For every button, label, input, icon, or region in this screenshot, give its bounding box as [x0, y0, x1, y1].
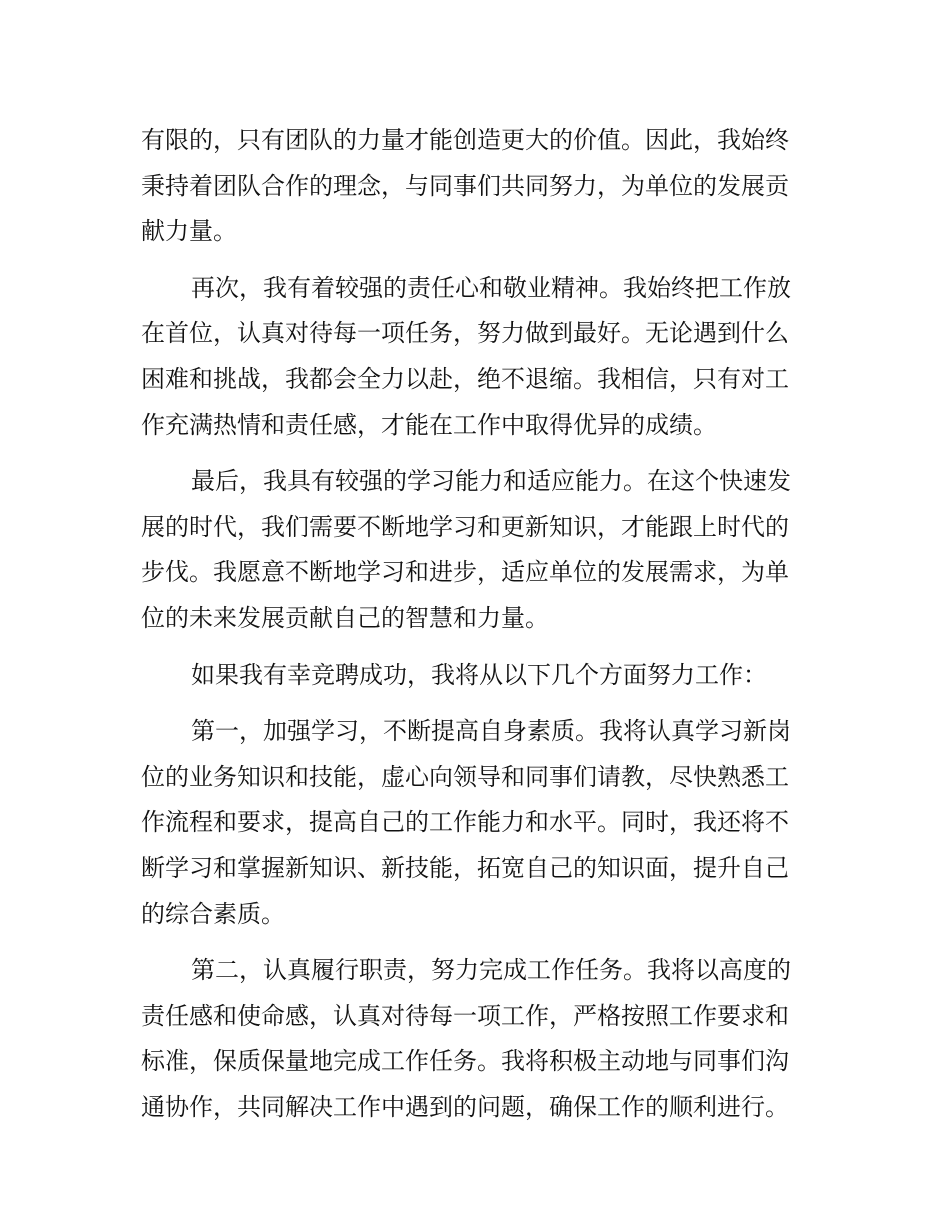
paragraph: [141, 709, 809, 937]
paragraph-gap: [141, 698, 809, 709]
paragraph-gap: [141, 937, 809, 948]
paragraph: [141, 118, 809, 255]
text-line: 如果我有幸竞聘成功，我将从以下几个方面努力工作：: [191, 660, 767, 689]
paragraph-gap: [141, 255, 809, 266]
text-line: 第一，加强学习，不断提高自身素质。我将认真学习新岗: [191, 717, 791, 746]
text-line: 最后，我具有较强的学习能力和适应能力。在这个快速发: [191, 467, 791, 496]
text-line: 的综合素质。: [141, 899, 285, 928]
text-line: 献力量。: [141, 217, 237, 246]
text-line: 位的未来发展贡献自己的智慧和力量。: [141, 603, 549, 632]
paragraph-gap: [141, 448, 809, 459]
text-line: 位的业务知识和技能，虚心向领导和同事们请教，尽快熟悉工: [141, 762, 789, 791]
text-line: 标准，保质保量地完成工作任务。我将积极主动地与同事们沟: [141, 1047, 789, 1076]
text-line: 秉持着团队合作的理念，与同事们共同努力，为单位的发展贡: [141, 171, 789, 200]
text-line: 有限的，只有团队的力量才能创造更大的价值。因此，我始终: [141, 126, 789, 154]
text-line: 再次，我有着较强的责任心和敬业精神。我始终把工作放: [191, 273, 791, 302]
paragraph: [141, 653, 809, 699]
text-line: 展的时代，我们需要不断地学习和更新知识，才能跟上时代的: [141, 512, 789, 541]
text-line: 责任感和使命感，认真对待每一项工作，严格按照工作要求和: [141, 1001, 789, 1030]
text-line: 作流程和要求，提高自己的工作能力和水平。同时，我还将不: [141, 808, 789, 837]
paragraph: [141, 266, 809, 448]
paragraph: [141, 948, 809, 1130]
text-line: 断学习和掌握新知识、新技能，拓宽自己的知识面，提升自己: [141, 853, 789, 882]
text-line: 通协作，共同解决工作中遇到的问题，确保工作的顺利进行。: [141, 1092, 789, 1121]
text-line: 困难和挑战，我都会全力以赴，绝不退缩。我相信，只有对工: [141, 364, 789, 393]
document-body: [141, 118, 809, 1130]
text-line: 作充满热情和责任感，才能在工作中取得优异的成绩。: [141, 410, 717, 439]
text-line: 在首位，认真对待每一项任务，努力做到最好。无论遇到什么: [141, 319, 789, 348]
paragraph: [141, 459, 809, 641]
paragraph-gap: [141, 642, 809, 653]
text-line: 步伐。我愿意不断地学习和进步，适应单位的发展需求，为单: [141, 558, 789, 587]
text-line: 第二，认真履行职责，努力完成工作任务。我将以高度的: [191, 956, 791, 985]
